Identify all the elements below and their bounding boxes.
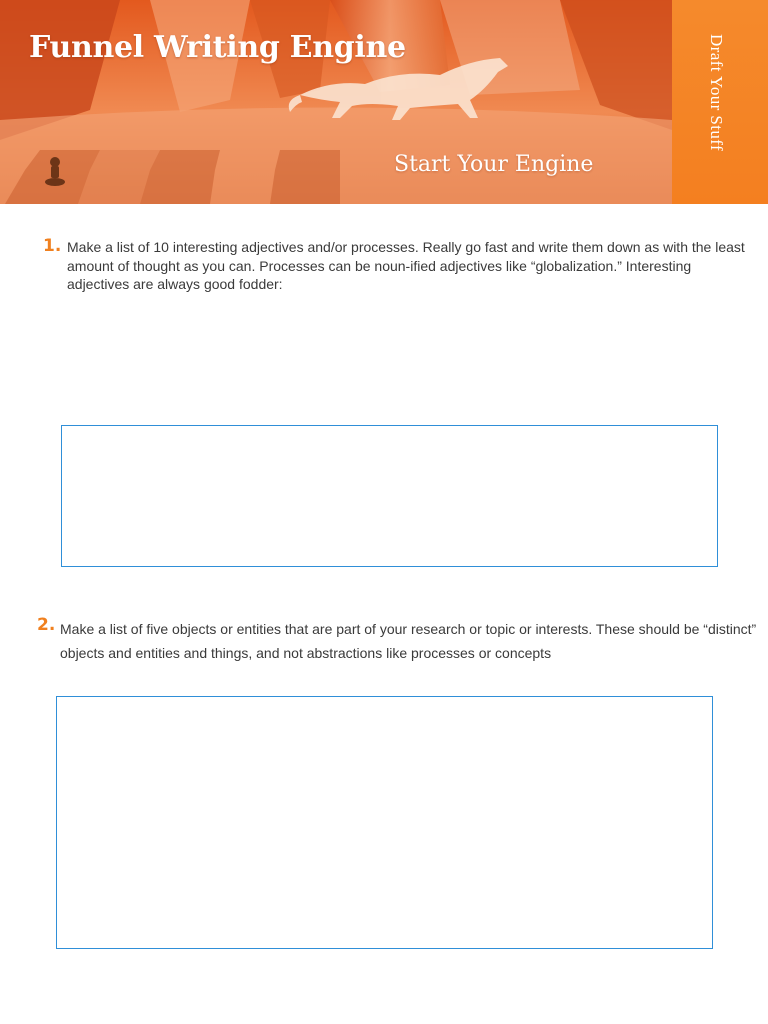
question-number: 2. bbox=[37, 615, 56, 635]
answer-box-2[interactable] bbox=[56, 696, 713, 949]
side-tab-label: Draft Your Stuff bbox=[707, 34, 726, 152]
header-banner bbox=[0, 0, 768, 204]
page-subtitle: Start Your Engine bbox=[394, 152, 594, 177]
page-title: Funnel Writing Engine bbox=[29, 30, 406, 65]
question-text: Make a list of 10 interesting adjectives and/or processes. Really go fast and write them down as with the least amount of thought as you can. Processes can be noun-ified adjectives like “globalization.” Interesting adjectives are always good fodder: bbox=[67, 239, 745, 292]
question-text: Make a list of five objects or entities that are part of your research or topic or interests. These should be “distinct” objects and entities and things, and not abstractions like processes or concepts bbox=[60, 621, 757, 661]
answer-box-1[interactable] bbox=[61, 425, 718, 567]
question-number: 1. bbox=[43, 236, 62, 256]
